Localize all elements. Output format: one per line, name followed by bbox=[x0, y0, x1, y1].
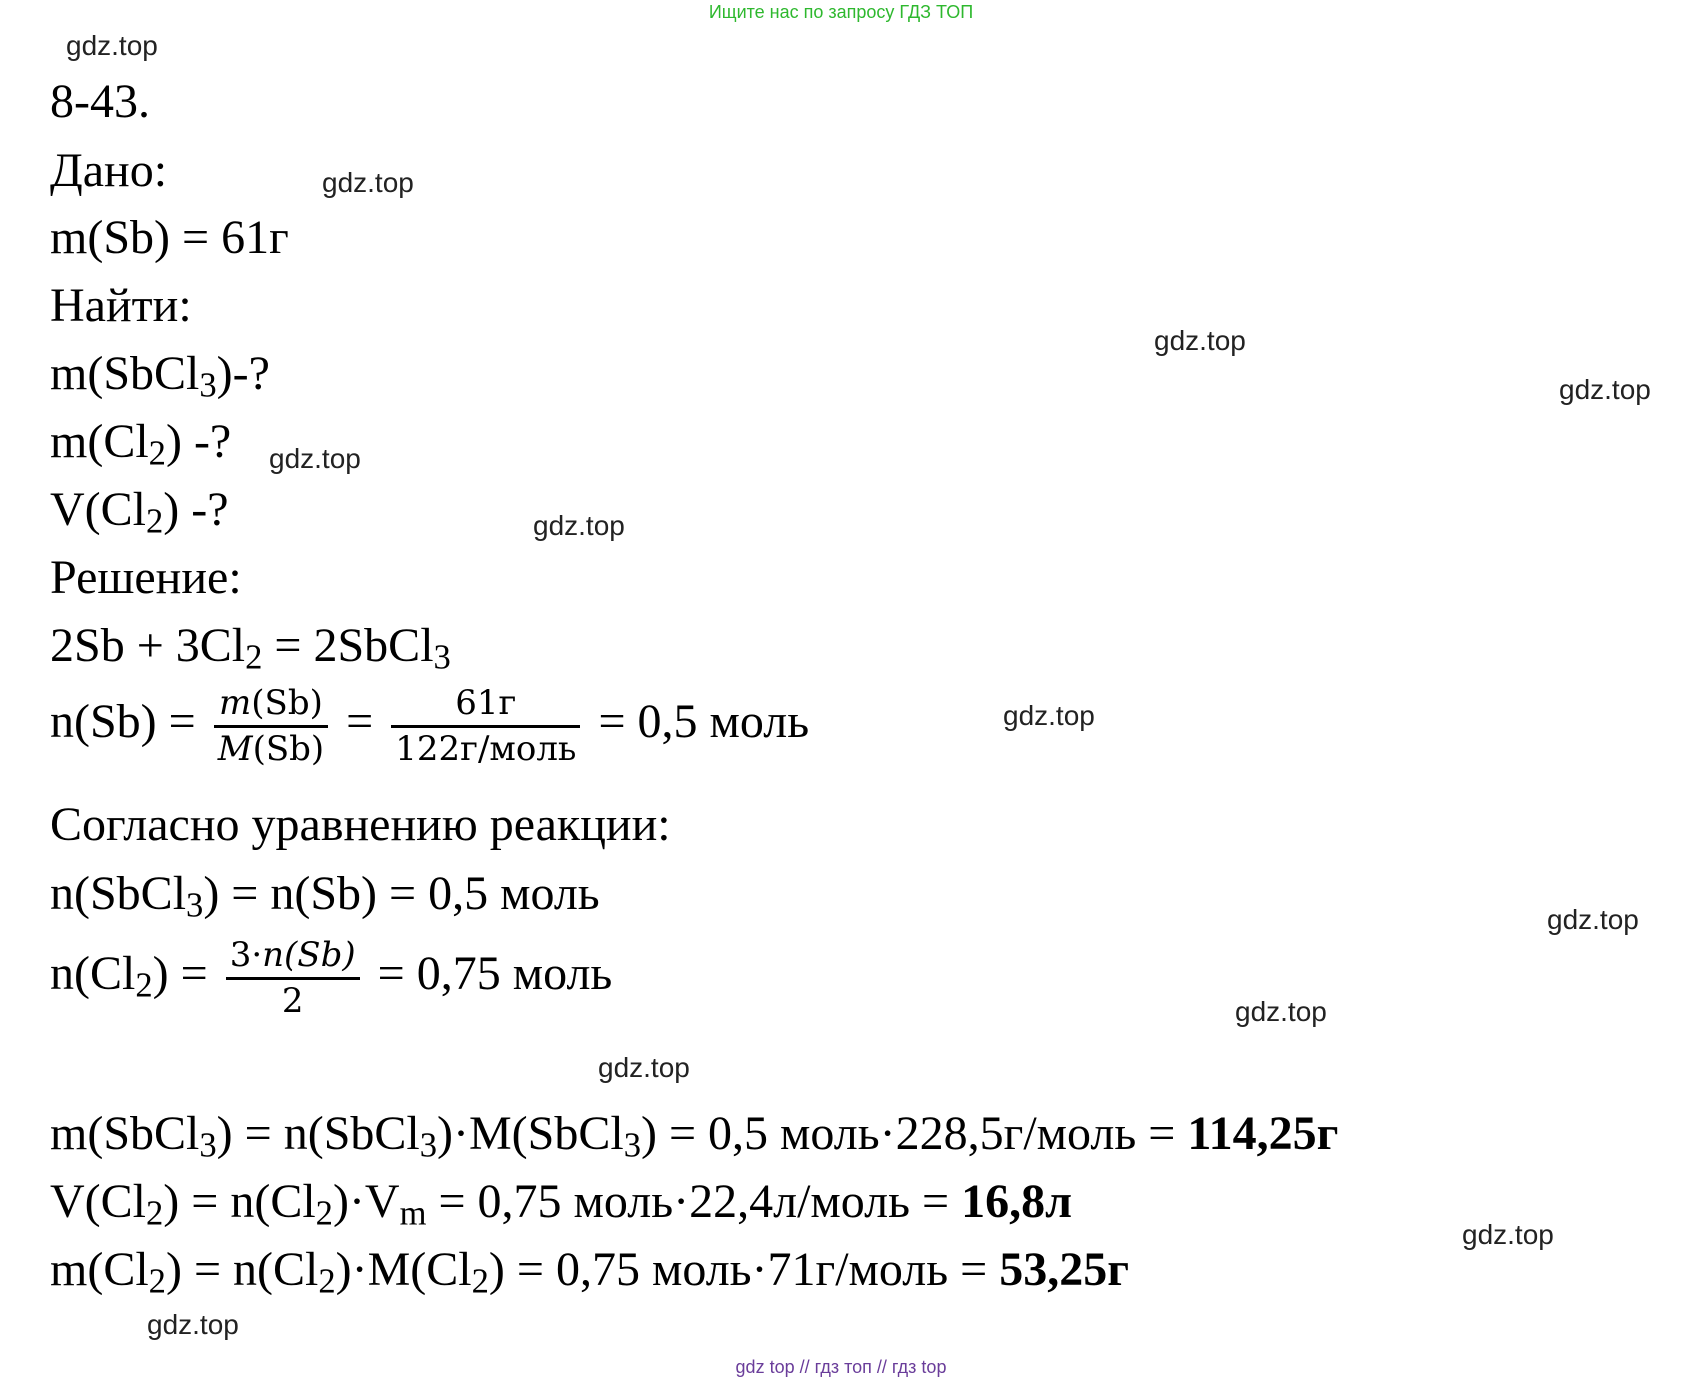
find-m-sbcl3: m(SbCl$_3$)-? bbox=[50, 347, 270, 405]
watermark: gdz.top bbox=[66, 30, 158, 61]
according-label: Согласно уравнению реакции: bbox=[50, 798, 671, 851]
watermark: gdz.top bbox=[322, 167, 414, 198]
n-sbcl3-calc: n(SbCl$_3$) = n(Sb) = 0,5 моль bbox=[50, 867, 600, 925]
watermark: gdz.top bbox=[1547, 904, 1639, 935]
fraction-61-over-122: $\frac{61г}{\text{122г/моль}}$ bbox=[391, 682, 580, 770]
watermark: gdz.top bbox=[1462, 1219, 1554, 1250]
n-cl2-calc: $n(Cl_2)$ = $\frac{3\cdot n(Sb)}{2}$ = 0,75 моль bbox=[50, 935, 613, 1021]
v-cl2-result: $V(Cl_2) = n(Cl_2)\cdot V_m = 0,75$ моль·22,4л/моль = 16,8л bbox=[50, 1175, 1072, 1233]
reaction-equation: $2Sb + 3Cl_2$ = 2SbCl$_3$ bbox=[50, 619, 451, 677]
watermark: gdz.top bbox=[1154, 325, 1246, 356]
given-sb-mass: m(Sb) = 61г bbox=[50, 211, 289, 264]
watermark: gdz.top bbox=[598, 1052, 690, 1083]
find-v-cl2: $V(Cl_2)$ -? bbox=[50, 483, 229, 541]
watermark: gdz.top bbox=[147, 1309, 239, 1340]
footer-links: gdz top // гдз топ // гдз top bbox=[735, 1357, 947, 1377]
find-label: Найти: bbox=[50, 279, 192, 332]
fraction-m-over-M: $\frac{m(Sb)}{M(Sb)}$ bbox=[214, 682, 328, 770]
find-m-cl2: $m(Cl_2)$ -? bbox=[50, 415, 232, 473]
solution-label: Решение: bbox=[50, 551, 242, 604]
watermark: gdz.top bbox=[1003, 700, 1095, 731]
watermark: gdz.top bbox=[269, 443, 361, 474]
watermark: gdz.top bbox=[1235, 996, 1327, 1027]
watermark: gdz.top bbox=[533, 510, 625, 541]
m-sbcl3-result: m(SbCl$_3$) = n(SbCl$_3$)·M(SbCl$_3$) = 0,5 моль·228,5г/моль = 114,25г bbox=[50, 1107, 1339, 1165]
search-hint-header: Ищите нас по запросу ГДЗ ТОП bbox=[708, 2, 974, 22]
problem-number: 8-43. bbox=[50, 75, 150, 128]
given-label: Дано: bbox=[50, 144, 168, 197]
fraction-3n-over-2: $\frac{3\cdot n(Sb)}{2}$ bbox=[226, 934, 360, 1022]
n-sb-calc: n(Sb) = $\frac{m(Sb)}{M(Sb)}$ = $\frac{61г}{\text{122г/моль}}$ = 0,5 моль bbox=[50, 683, 810, 769]
watermark: gdz.top bbox=[1559, 374, 1651, 405]
m-cl2-result: $m(Cl_2) = n(Cl_2)\cdot M(Cl_2) = 0,75$ моль·71г/моль = 53,25г bbox=[50, 1243, 1129, 1301]
